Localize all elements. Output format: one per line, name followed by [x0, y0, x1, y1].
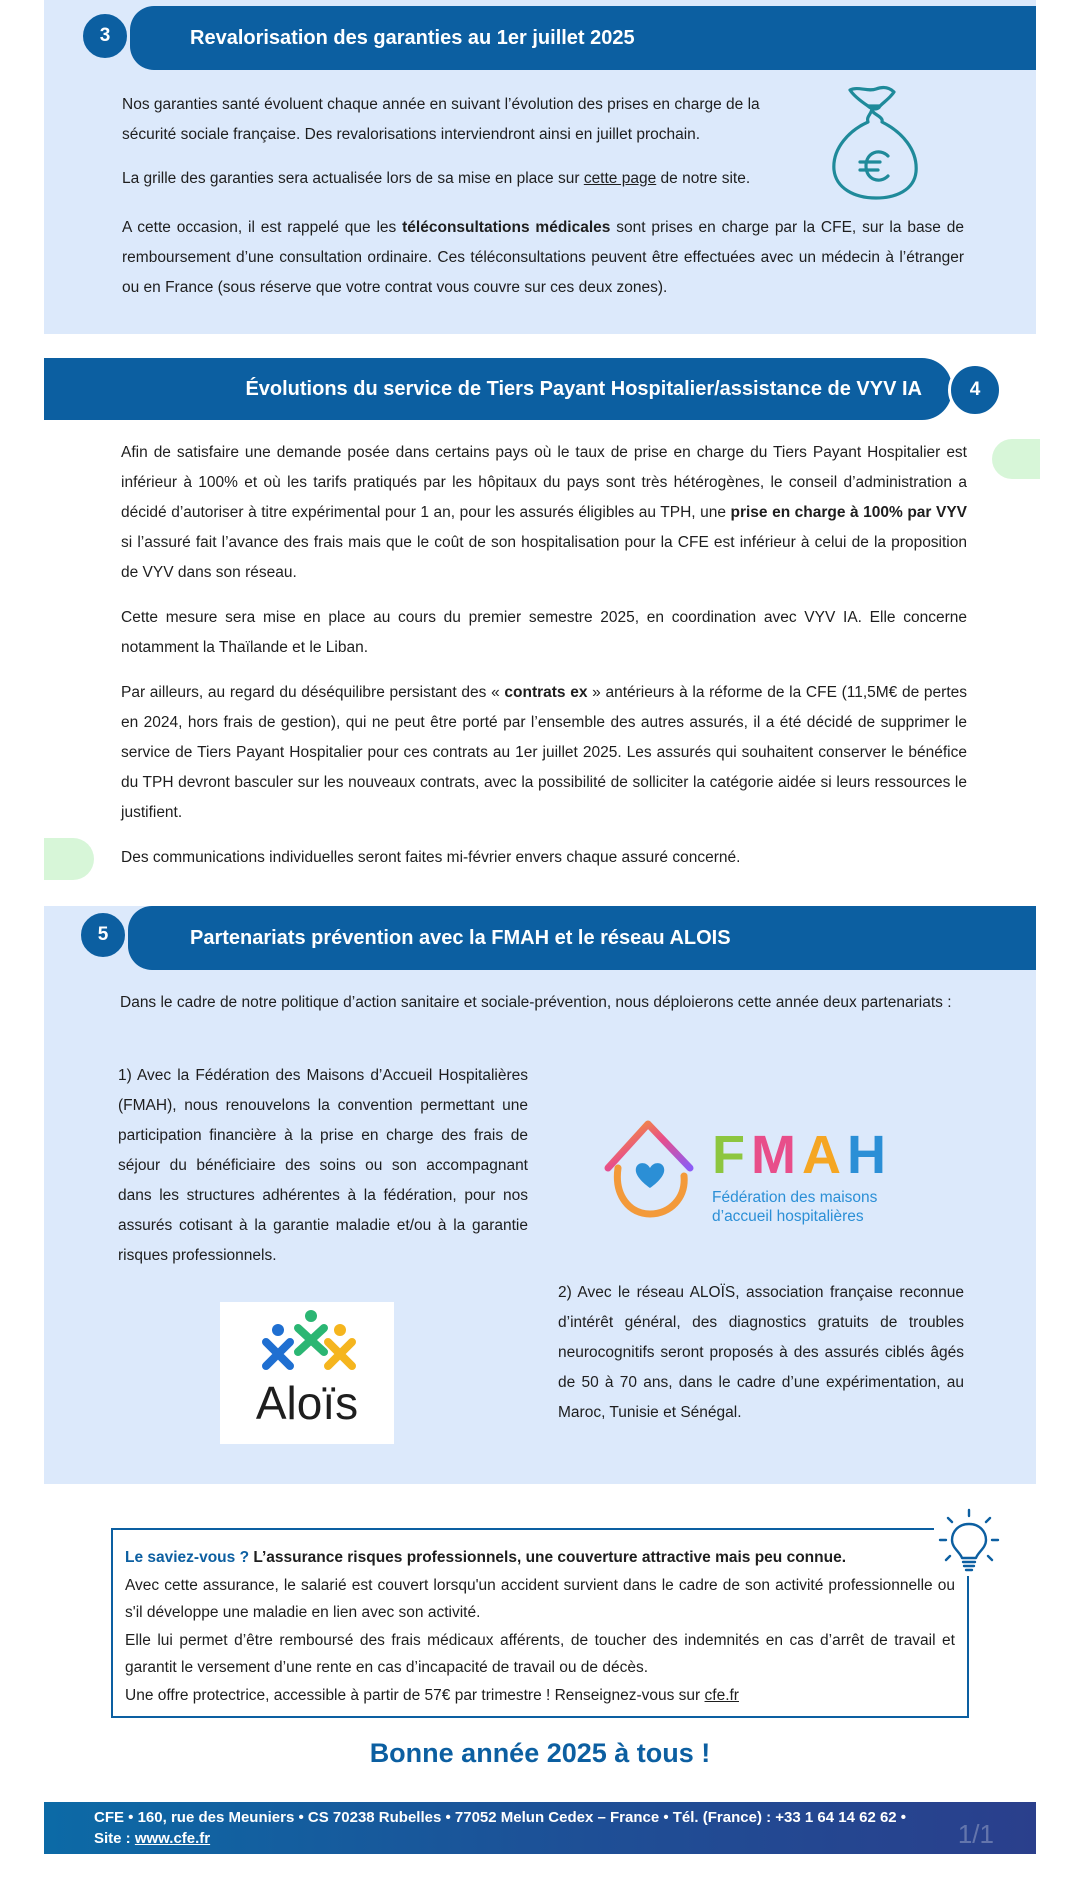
section-3-body — [122, 90, 964, 303]
section-4-number-badge: 4 — [948, 363, 1002, 417]
section-4-title: Évolutions du service de Tiers Payant Hospitalier/assistance de VYV IA — [245, 377, 922, 400]
did-you-know-text-2: Elle lui permet d’être remboursé des frais médicaux afférents, de toucher des indemnités en cas d’arrêt de travail et garantit le versement d’une rente en cas d’incapacité de travail ou de décès. — [125, 1631, 955, 1676]
section-5-paragraph-alois: 2) Avec le réseau ALOÏS, association française reconnue d’intérêt général, des diagnostics gratuits de troubles neurocognitifs seront proposés à des assurés ciblés âgés de 50 à 70 ans, dans le cadre d’une expérimentation, au Maroc, Tunisie et Sénégal. — [558, 1284, 964, 1421]
section-3-title: Revalorisation des garanties au 1er juillet 2025 — [190, 26, 635, 49]
footer-address: CFE • 160, rue des Meuniers • CS 70238 Rubelles • 77052 Melun Cedex – France • Tél. (France) : +33 1 64 14 62 62 • — [94, 1809, 907, 1826]
footer-site: Site : www.cfe.fr — [94, 1830, 211, 1847]
fmah-wordmark: FMAH — [712, 1125, 892, 1185]
footer — [44, 1802, 1036, 1854]
fmah-logo — [598, 1106, 918, 1230]
decorative-tab-right — [992, 439, 1040, 479]
did-you-know-box — [111, 1528, 969, 1718]
fmah-house-heart-icon — [598, 1106, 698, 1230]
section-4-paragraph-3: Par ailleurs, au regard du déséquilibre persistant des « contrats ex » antérieurs à la réforme de la CFE (11,5M€ de pertes en 2024, hors frais de gestion), qui ne peut être porté par l’ensemble des autres assurés, il a été décidé de supprimer le service de Tiers Payant Hospitalier pour ces contrats au 1er juillet 2025. Les assurés qui souhaitent conserver le bénéfice du TPH devront basculer sur les nouveaux contrats, avec la possibilité de solliciter la catégorie aidée si leurs ressources le justifient. — [121, 684, 967, 821]
cette-page-link[interactable]: cette page — [583, 170, 657, 187]
section-3-paragraph-2: La grille des garanties sera actualisée lors de sa mise en place sur cette page de notre site. — [122, 170, 751, 187]
alois-wordmark: Aloïs — [255, 1377, 359, 1429]
alois-figures-icon — [220, 1302, 394, 1382]
section-5-header — [128, 906, 1036, 970]
section-4-paragraph-1: Afin de satisfaire une demande posée dans certains pays où le taux de prise en charge du Tiers Payant Hospitalier est inférieur à 100% et où les tarifs pratiqués par les hôpitaux du pays sont très hétérogènes, le conseil d’administration a décidé d’autoriser à titre expérimental pour 1 an, pour les assurés éligibles au TPH, une prise en charge à 100% par VYV si l’assuré fait l’avance des frais mais que le coût de son hospitalisation pour la CFE est inférieur à celui de la proposition de VYV dans son réseau. — [121, 444, 967, 581]
section-5-intro: Dans le cadre de notre politique d’action sanitaire et sociale-prévention, nous déploierons cette année deux partenariats : — [120, 994, 952, 1011]
newsletter-page — [44, 0, 1036, 1882]
section-4-body — [121, 438, 967, 873]
decorative-tab-left — [44, 838, 94, 880]
section-3-paragraph-3: A cette occasion, il est rappelé que les téléconsultations médicales sont prises en charge par la CFE, sur la base de remboursement d’une consultation ordinaire. Ces téléconsultations peuvent être effectuées avec un médecin à l’étranger ou en France (sous réserve que votre contrat vous couvre sur ces deux zones). — [122, 219, 964, 296]
section-5-number-badge: 5 — [78, 910, 128, 960]
section-3-number-badge: 3 — [80, 11, 130, 61]
lightbulb-icon — [934, 1506, 1004, 1576]
page-number: 1/1 — [957, 1819, 994, 1849]
fmah-subtitle: Fédération des maisons d’accueil hospitalières — [712, 1189, 878, 1225]
did-you-know-text-3: Une offre protectrice, accessible à partir de 57€ par trimestre ! Renseignez-vous sur cfe.fr — [125, 1686, 739, 1704]
section-4-header — [44, 358, 952, 420]
section-4-paragraph-2: Cette mesure sera mise en place au cours du premier semestre 2025, en coordination avec VYV IA. Elle concerne notamment la Thaïlande et le Liban. — [121, 609, 967, 656]
did-you-know-headline: Le saviez-vous ? L’assurance risques professionnels, une couverture attractive mais peu connue. — [125, 1549, 847, 1566]
alois-logo — [220, 1302, 394, 1444]
section-3-paragraph-1: Nos garanties santé évoluent chaque année en suivant l’évolution des prises en charge de la sécurité sociale française. Des revalorisations interviendront ainsi en juillet prochain. — [122, 96, 760, 143]
section-5-title: Partenariats prévention avec la FMAH et le réseau ALOIS — [190, 926, 731, 949]
section-4-paragraph-4: Des communications individuelles seront faites mi-février envers chaque assuré concerné. — [121, 849, 741, 866]
new-year-greeting: Bonne année 2025 à tous ! — [369, 1738, 711, 1768]
footer-site-link[interactable]: www.cfe.fr — [134, 1830, 211, 1847]
section-5-paragraph-fmah: 1) Avec la Fédération des Maisons d’Accueil Hospitalières (FMAH), nous renouvelons la convention permettant une participation financière à la prise en charge des frais de séjour du bénéficiaire des soins ou son accompagnant dans les structures adhérentes à la fédération, pour nos assurés cotisant à la garantie maladie et/ou à la garantie risques professionnels. — [118, 1067, 528, 1264]
cfe-fr-link[interactable]: cfe.fr — [704, 1686, 739, 1704]
section-3-header — [130, 6, 1036, 70]
did-you-know-text-1: Avec cette assurance, le salarié est couvert lorsqu'un accident survient dans le cadre de son activité professionnelle ou s'il développe une maladie en lien avec son activité. — [125, 1576, 955, 1621]
